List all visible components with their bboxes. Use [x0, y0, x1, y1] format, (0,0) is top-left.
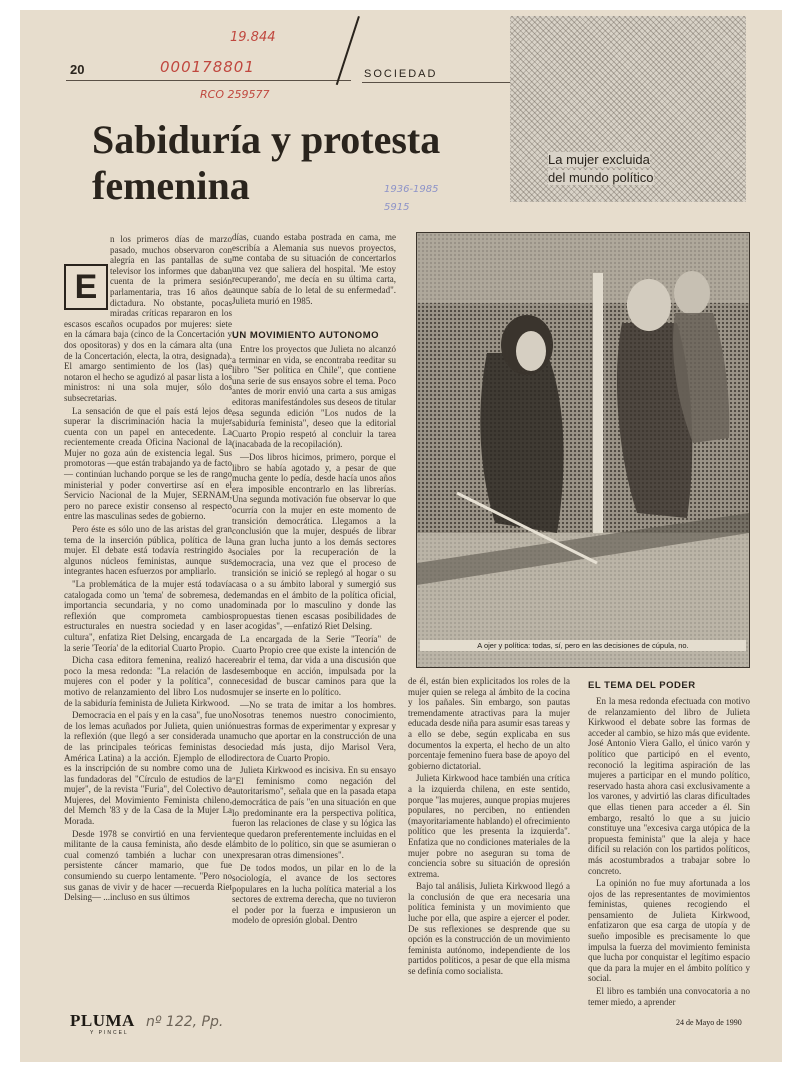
column-1-paragraph: La sensación de que el país está lejos de superar la discriminación hacia la mujer cuenta con un papel en antecedente. La recientemente creada Oficina Nacional de la Mujer no goza aún de existencia legal. Sus promotoras —que están trabajando ya de facto— continúan luchando porque se les de rango ministerial y poder convertirse así en el Servicio Nacional de la Mujer, SERNAM, pero no parece existir consenso al respecto entre las masculinas sedes de gobierno. — [64, 405, 232, 522]
photo-caption: A ojer y política: todas, sí, pero en las decisiones de cúpula, no. — [420, 640, 746, 651]
handwritten-top-number: 19.844 — [230, 30, 276, 45]
subhead-movimiento-autonomo: UN MOVIMIENTO AUTONOMO — [232, 330, 379, 341]
handwritten-side-number: 1936-1985 — [384, 184, 439, 195]
column-4 — [588, 696, 750, 1007]
column-4-paragraph: La opinión no fue muy afortunada a los ojos de las representantes de movimientos feministas, quienes recogiendo el pensamiento de Julieta Kirkwood, enfatizaron que esa carga de utopía y de sueño imposible es precisamente lo que impulsa la fuerza del movimiento feminista que lucha por conquistar el legítimo espacio que da para la mujer en el ámbito político y social. — [588, 878, 750, 984]
column-3 — [408, 676, 570, 994]
kicker-text-line2: del mundo político — [548, 170, 654, 185]
headline-line1: Sabiduría y protesta — [92, 117, 441, 162]
column-2-paragraph: —Dos libros hicimos, primero, porque el libro se había agotado y, a pesar de que mucha gente lo pedía, desde hacía unos años era imposible encontrarlo en las librerías. Una segunda motivación fue observar lo que ocurría con la mujer en este momento de transición democrática. Llegamos a la conclusión que la mujer, después de librar una gran lucha junto a los demás sectores sociales por la recuperación de la democracia, una vez que el proceso de transición se inició se replegó al hogar o su casa o a su ámbito laboral y sumergió sus demandas en el ámbito de la política oficial, dominada por lo masculino y donde las propuestas tienen escasas posibilidades de ser acogidas", —enfatizó Riet Delsing. — [232, 451, 396, 632]
photo-illustration — [417, 233, 749, 667]
publication-logo — [70, 1012, 135, 1036]
column-2-top — [232, 232, 396, 328]
column-2-paragraph: —No se trata de imitar a los hombres. Nosotras tenemos nuestro conocimiento, nuestras formas de experimentar y expresar y mucho que aportar en la construcción de una sociedad más justa, dijo Marisol Vera, directora de Cuarto Propio. — [232, 699, 396, 763]
column-1 — [64, 234, 232, 994]
header-slash — [336, 16, 360, 85]
article-photo — [416, 232, 750, 668]
column-2-paragraph: De todos modos, un pilar en lo de la sociología, el avance de los sectores populares en la lucha política material a los sectores de extrema derecha, que no tuvieron el poder por la fuerza e impusieron un modelo de opresión global. Dentro — [232, 862, 396, 926]
section-label: SOCIEDAD — [364, 68, 438, 80]
publication-date: 24 de Mayo de 1990 — [676, 1018, 742, 1027]
handwritten-footer-note: nº 122, Pp. — [146, 1014, 224, 1030]
column-1-paragraph: Desde 1978 se convirtió en una ferviente militante de la causa feminista, año desde el cual comenzó también a luchar con un persistente cáncer mamario, que fue consumiendo su cuerpo lentamente. "Pero no sus ganas de vivir y de hacer —recuerda Riet Delsing— ...incluso en sus últimos — [64, 828, 232, 903]
column-1-paragraph: Pero éste es sólo uno de las aristas del gran tema de la inserción pública, política de la mujer. El debate está todavía restringido a algunos núcleos feministas, aunque sus integrantes hacen esfuerzos por ampliarlo. — [64, 524, 232, 577]
column-3-paragraph: de él, están bien explicitados los roles de la mujer quien se relega al ámbito de la cocina y los pañales. Sin embargo, son pautas tremendamente atractivas para la mujer educada desde niña para asumir esas tareas y a ello se debe, según explicaba en sus documentos la experta, el hecho de un alto porcentaje femenino fuera base de apoyo del gobierno dictatorial. — [408, 676, 570, 771]
column-3-paragraph: Julieta Kirkwood hace también una crítica a la izquierda chilena, en este sentido, porque "las mujeres, aunque propias mujeres populares, no perciben, no entienden (mayoritariamente hablando) el ofrecimiento político que les presenta la izquierda". Enfatiza que no condiciones materiales de la mujer pobre no aseguran su toma de conciencia sobre su situación de opresión extrema. — [408, 773, 570, 879]
column-2-paragraph: Julieta Kirkwood es incisiva. En su ensayo "El feminismo como negación del autoritarismo", señala que en la pasada etapa democrática de país "en una situación en que lo predominante era la perspectiva política, fueron las relaciones de clase y su lógica las que quedaron preferentemente incluidas en el ámbito de lo político, sin que se asumieran o expresaran otras dimensiones". — [232, 765, 396, 860]
subhead-tema-del-poder: EL TEMA DEL PODER — [588, 680, 696, 691]
column-2-paragraph: La encargada de la Serie "Teoría" de Cuarto Propio cree que existe la intención de reabrir el tema, dar vida a una discusión que desemboque en acción, impulsada por la necesidad de buscar caminos para que la mujer se inserte en lo político. — [232, 634, 396, 697]
header-rule — [66, 80, 351, 81]
publication-subname: Y PINCEL — [90, 1030, 129, 1036]
kicker-box — [510, 16, 746, 202]
column-2-body — [232, 344, 396, 994]
headline-line2: femenina — [92, 163, 250, 208]
column-4-paragraph: El libro es también una convocatoria a no temer miedo, a aprender — [588, 986, 750, 1007]
kicker-text-line1: La mujer excluida — [548, 152, 650, 167]
publication-name: PLUMA — [70, 1011, 135, 1030]
section-rule — [362, 82, 510, 83]
column-1-paragraph: Dicha casa editora femenina, realizó hace poco la mesa redonda: "La relación de las mujeres con el poder y la política", con motivo de relanzamiento del libro Los nudos de la sabiduría feminista de Julieta Kirkwood. — [64, 655, 232, 708]
handwritten-record-id: 000178801 — [160, 58, 255, 76]
column-2-paragraph: Entre los proyectos que Julieta no alcanzó a terminar en vida, se encontraba reeditar su libro "Ser política en Chile", que contiene una serie de sus ensayos sobre el tema. Poco antes de morir envió una carta a sus amigas editoras manifestándoles sus deseos de titular esa segunda edición "Los nudos de la sabiduría feminista", deseo que la editorial Cuarto Propio respetó al concluir la tarea (inacabada de la recopilación). — [232, 344, 396, 450]
clipping-page — [20, 10, 782, 1062]
column-1-paragraph: "La problemática de la mujer está todavía catalogada como un 'tema' de sobremesa, de importancia secundaria, y no como una reflexión que comprometa cambios estructurales en nuestra sociedad y en la cultura", enfatiza Riet Delsing, encargada de la serie 'Teoría' de la editorial Cuarto Propio. — [64, 579, 232, 653]
page-number: 20 — [70, 62, 85, 77]
column-1-paragraph: Democracia en el país y en la casa", fue uno de los lemas acuñados por Julieta, quien unió la reflexión (que llegó a ser considerada una de las principales teóricas feministas de América Latina) a la acción. Ejemplo de ello es la inscripción de su nombre como una de las fundadoras del "Círculo de estudios de la mujer", de la revista "Furia", del Colectivo de Mujeres, del Movimiento Feminista chileno, del Memch '83 y de la Casa de la Mujer La Morada. — [64, 710, 232, 827]
column-2-paragraph: días, cuando estaba postrada en cama, me escribía a Alemania sus nuevos proyectos, me contaba de su situación de concertarlos una vez que saliera del hospital. 'Me estoy recuperando', me decía en su última carta, aunque sabía de lo letal de su enfermedad". Julieta murió en 1985. — [232, 232, 396, 306]
drop-cap: E — [64, 264, 108, 310]
handwritten-rco-code: RCO 259577 — [200, 88, 270, 101]
column-1-paragraph: n los primeros días de marzo pasado, muchos observaron con alegría en las pantallas de su televisor los informes que daban cuenta de la primera sesión parlamentaria, tras 16 años de dictadura. No obstante, pocas miradas críticas repararon en los escasos escaños ocupados por mujeres: siete en la cámara baja (cinco de la Concertación y dos opositoras) y dos en la cámara alta (una de la Concertación, electa, la otra, designada). El amargo sentimiento de los (las) que notaron el hecho se agudizó al pasar lista a los ministros: ni una sola mujer, sólo dos subsecretarias. — [64, 234, 232, 403]
handwritten-side-mark: 5915 — [384, 202, 410, 213]
column-4-paragraph: En la mesa redonda efectuada con motivo de relanzamiento del libro de Julieta Kirkwood el debate sobre las formas de acceder al cambio, se hizo más que evidente. José Antonio Viera Gallo, el único varón y político que participó en el evento, reconoció la legitima aspiración de las mujeres a participar en el mundo político, reservado hasta ahora casi exclusivamente a los varones, y advirtió las claras dificultades que ellas tienen para acceder a él. Sin embargo, resaltó lo que a su juicio constituye una "excesiva carga utópica de la propuesta feminista" que la aleja y hace difícil su relación con los partidos políticos, más acostumbrados a trabajar sobre lo concreto. — [588, 696, 750, 876]
column-3-paragraph: Bajo tal análisis, Julieta Kirkwood llegó a la conclusión de que era necesaria una política feminista y un movimiento que luche por ella, que aspire a ejercer el poder. De sus reflexiones se desprende que su opción es la construcción de un movimiento feminista autónomo, independiente de los partidos políticos, a pesar de que ella misma se definía como socialista. — [408, 881, 570, 977]
